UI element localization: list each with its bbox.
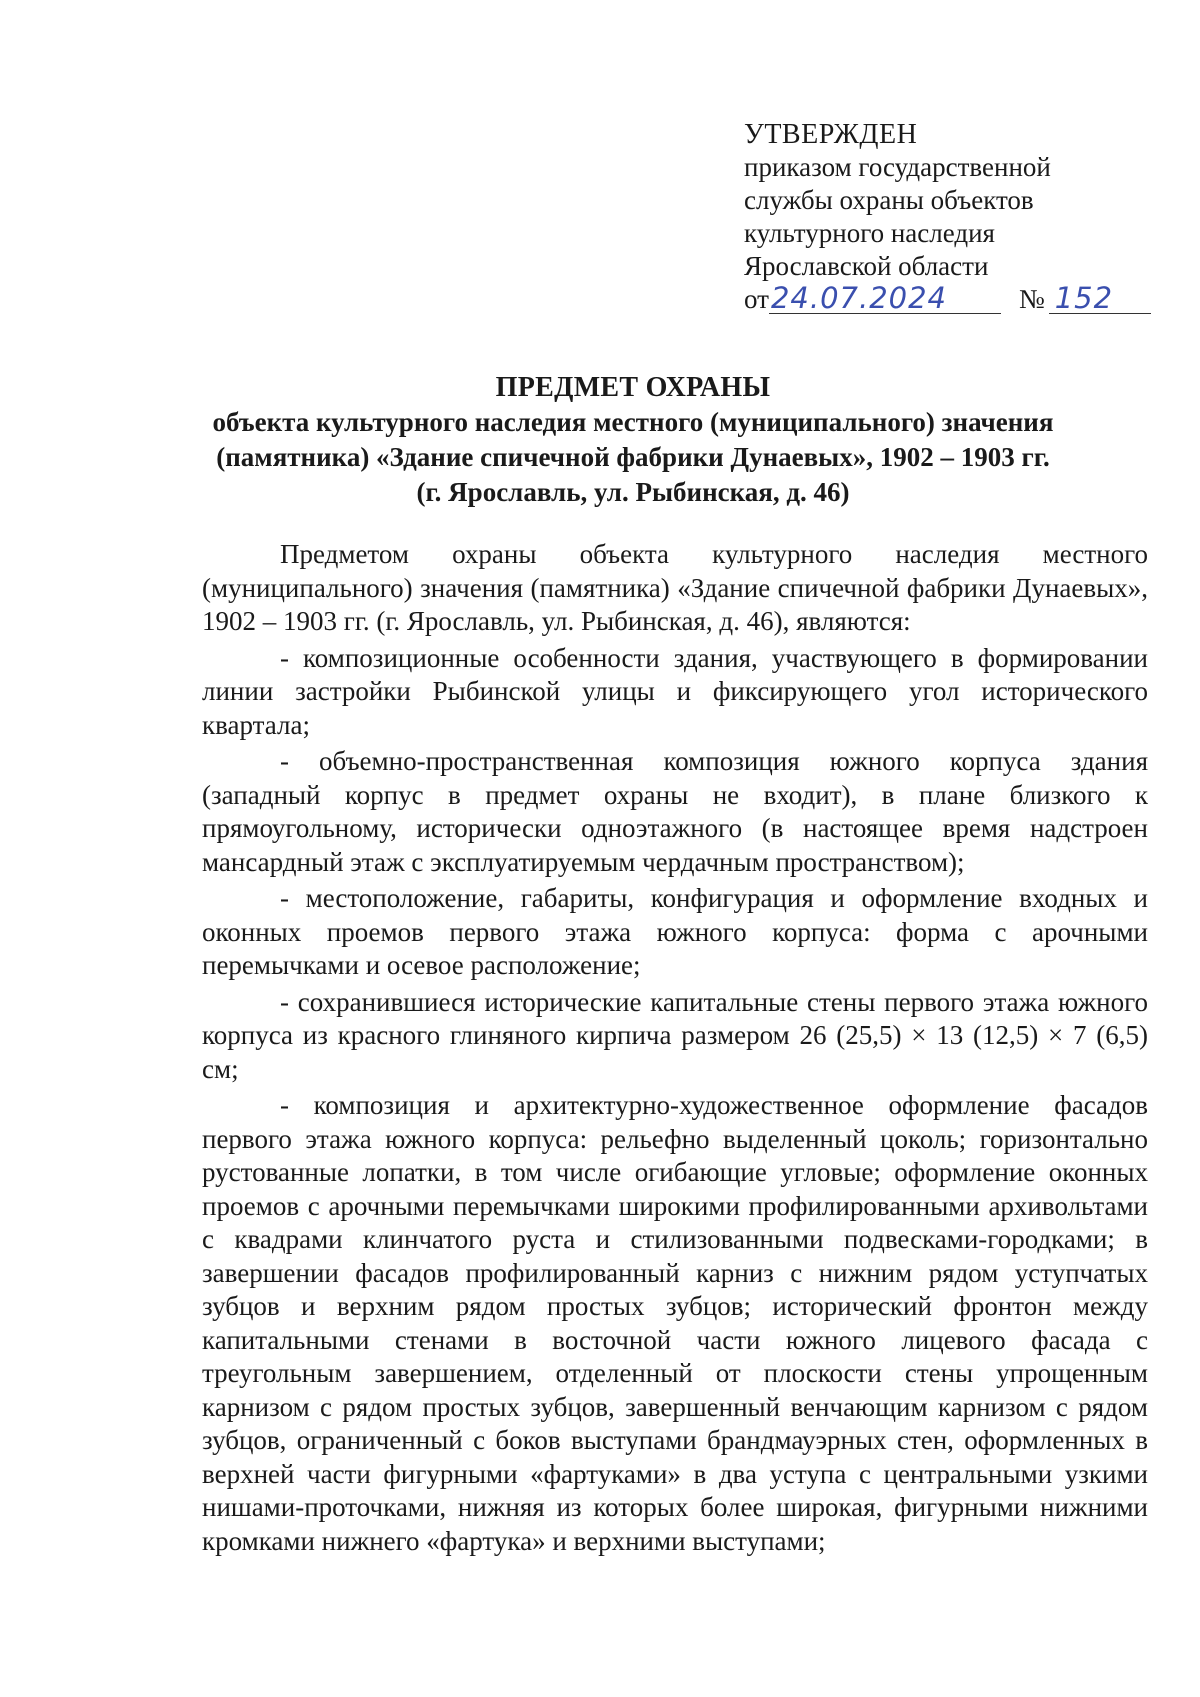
body-paragraph-intro: Предметом охраны объекта культурного наследия местного (муниципального) значения (памятника) «Здание спичечной фабрики Дунаевых», 1902 – 1903 гг. (г. Ярославль, ул. Рыбинская, д. 46), являются:: [202, 539, 1148, 636]
approval-line: службы охраны объектов: [744, 185, 1034, 215]
body-paragraph-item: - объемно-пространственная композиция южного корпуса здания (западный корпус в предмет охраны не входит), в плане близкого к прямоугольному, исторически одноэтажного (в настоящее время надстроен мансардный этаж с эксплуатируемым чердачным пространством);: [202, 746, 1148, 877]
body-paragraph-item: - композиция и архитектурно-художественное оформление фасадов первого этажа южного корпуса: рельефно выделенный цоколь; горизонтально рустованные лопатки, в том числе огибающие угловые; оформление оконных проемов с арочными перемычками широкими профилированными архивольтами с квадрами клинчатого руста и стилизованными подвесками-городками; в завершении фасадов профилированный карниз с нижним рядом уступчатых зубцов и верхним рядом простых зубцов; исторический фронтон между капитальными стенами в восточной части южного лицевого фасада с треугольным завершением, отделенный от плоскости стены упрощенным карнизом с рядом простых зубцов, завершенный венчающим карнизом с рядом зубцов, ограниченный с боков выступами брандмауэрных стен, оформленных в верхней части фигурными «фартуками» в два уступа с центральными узкими нишами-проточками, нижняя из которых более широкая, фигурными нижними кромками нижнего «фартука» и верхними выступами;: [202, 1090, 1148, 1556]
body-paragraph-item: - сохранившиеся исторические капитальные стены первого этажа южного корпуса из красного глиняного кирпича размером 26 (25,5) × 13 (12,5) × 7 (6,5) см;: [202, 986, 1148, 1084]
approval-line: приказом государственной: [744, 152, 1051, 182]
approval-date-number-line: [744, 283, 1144, 319]
approval-line: культурного наследия: [744, 218, 995, 248]
document-title: ПРЕДМЕТ ОХРАНЫ: [495, 372, 771, 403]
approval-stamp: [744, 118, 1144, 319]
approval-heading: УТВЕРЖДЕН: [744, 119, 918, 150]
approval-line: Ярославской области: [744, 251, 989, 281]
document-subtitle-line: (г. Ярославль, ул. Рыбинская, д. 46): [416, 477, 850, 507]
document-body: [202, 538, 1148, 1561]
number-sign: №: [1018, 284, 1045, 314]
document-title-block: [150, 370, 1116, 510]
document-subtitle-line: объекта культурного наследия местного (муниципального) значения: [212, 407, 1054, 437]
approval-number-field: [1049, 281, 1151, 315]
approval-date-handwritten: 24.07.2024: [770, 281, 947, 315]
approval-date-field: [769, 281, 1001, 315]
approval-number-handwritten: 152: [1054, 281, 1114, 315]
body-paragraph-item: - местоположение, габариты, конфигурация и оформление входных и оконных проемов первого этажа южного корпуса: форма с арочными перемычками и осевое расположение;: [202, 883, 1148, 980]
date-prefix: от: [744, 284, 769, 314]
body-paragraph-item: - композиционные особенности здания, участвующего в формировании линии застройки Рыбинской улицы и фиксирующего угол исторического квартала;: [202, 642, 1148, 740]
document-subtitle-line: (памятника) «Здание спичечной фабрики Дунаевых», 1902 – 1903 гг.: [216, 442, 1050, 472]
